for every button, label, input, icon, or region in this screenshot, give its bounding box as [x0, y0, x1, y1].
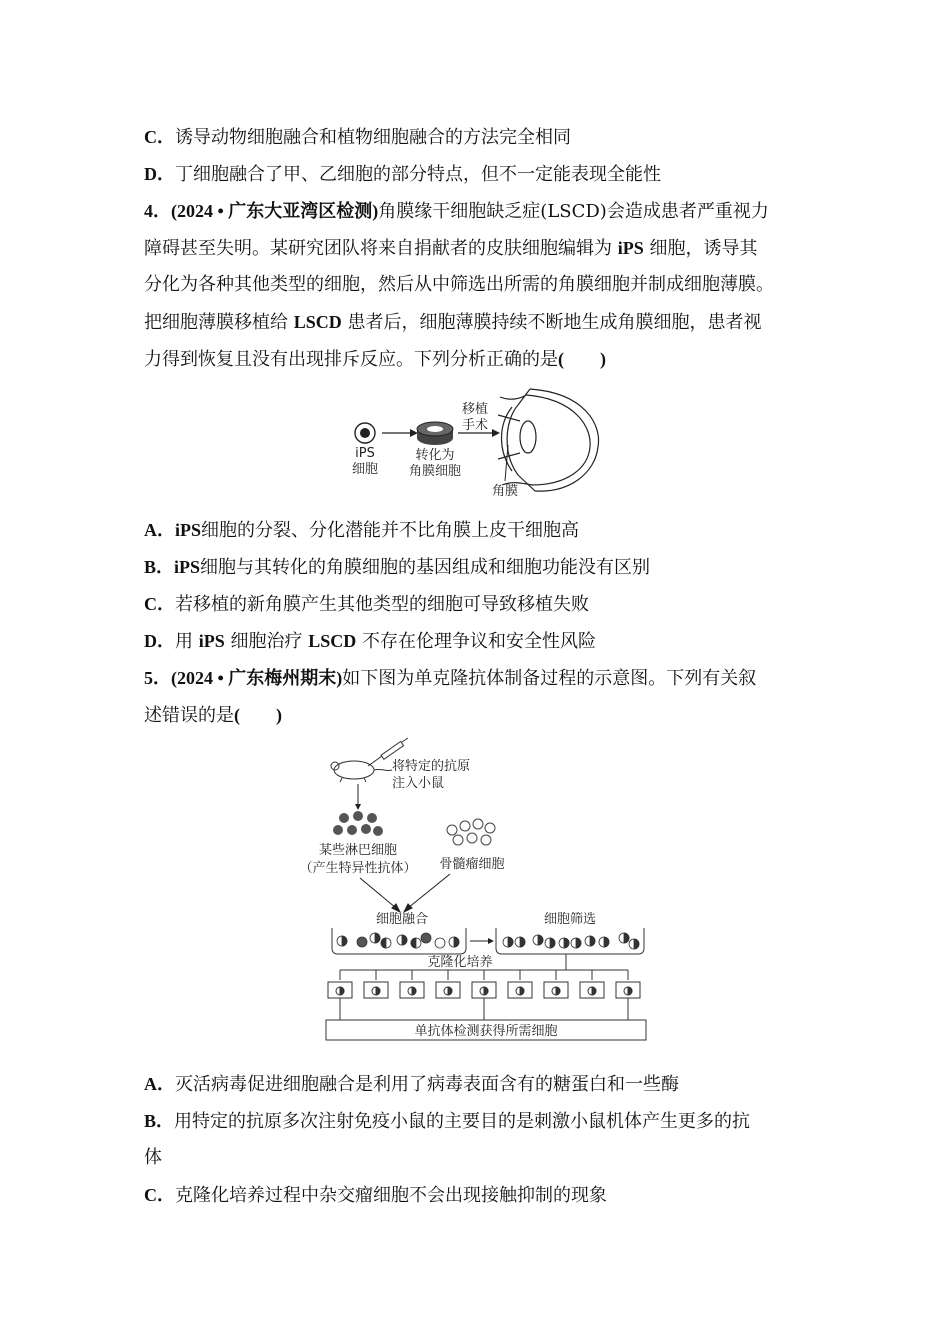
- myeloma-label: 骨髓瘤细胞: [439, 857, 505, 872]
- arrow-icon: [360, 874, 450, 912]
- question-4-stem-line1: [144, 199, 769, 224]
- option-label: A．: [144, 1074, 175, 1094]
- question-number: 5．: [144, 668, 171, 688]
- ips-term: iPS: [617, 238, 644, 258]
- clone-label: 克隆化培养: [427, 955, 493, 970]
- detect-arrows: [340, 998, 628, 1020]
- option-d-q3: [144, 162, 661, 187]
- answer-blank: ( ): [558, 349, 606, 369]
- lymphocyte-cluster: [333, 811, 383, 836]
- lscd-term: LSCD: [293, 312, 342, 332]
- question-4-stem-line5: [144, 347, 606, 372]
- option-label: D．: [144, 631, 175, 651]
- stem-text: 障碍甚至失明。某研究团队将来自捐献者的皮肤细胞编辑为: [144, 238, 618, 259]
- question-number: 4．: [144, 201, 171, 221]
- eye-icon: [498, 389, 599, 491]
- option-label: C．: [144, 127, 175, 147]
- screened-cells: [503, 933, 639, 949]
- ips-cell-icon: [355, 423, 375, 443]
- option-a-q4: [144, 518, 579, 543]
- lymphocyte-label-1: 某些淋巴细胞: [318, 843, 398, 858]
- surgery-label-2: 手术: [461, 418, 489, 433]
- mouse-icon: [331, 761, 392, 782]
- arrow-icon: [382, 429, 418, 437]
- option-c-q4: [144, 592, 589, 617]
- question-source: (2024 • 广东大亚湾区检测): [171, 201, 379, 221]
- question-4-stem-line3: [144, 273, 774, 297]
- myeloma-cluster: [447, 819, 495, 845]
- stem-text: 细胞，诱导其: [643, 238, 758, 259]
- culture-wells: [328, 970, 640, 998]
- option-text: 丁细胞融合了甲、乙细胞的部分特点，但不一定能表现全能性: [175, 164, 661, 185]
- question-5-stem-line1: [144, 666, 756, 691]
- option-text: 用: [175, 631, 199, 652]
- answer-blank: ( ): [234, 705, 282, 725]
- detect-label: 单抗体检测获得所需细胞: [414, 1024, 558, 1039]
- stem-text: 角膜缘干细胞缺乏症(LSCD)会造成患者严重视力: [378, 201, 769, 222]
- stem-text: 如下图为单克隆抗体制备过程的示意图。下列有关叙: [342, 668, 757, 689]
- option-text: 克隆化培养过程中杂交瘤细胞不会出现接触抑制的现象: [175, 1185, 607, 1206]
- cell-sheet-icon: [417, 422, 453, 445]
- screen-label: 细胞筛选: [543, 912, 597, 927]
- option-b-q5-cont: [144, 1146, 162, 1170]
- option-c-q3: [144, 125, 571, 150]
- question-4-stem-line4: [144, 310, 761, 335]
- ips-term: iPS: [175, 520, 202, 540]
- ips-cornea-figure: [340, 385, 620, 503]
- option-b-q4: [144, 555, 650, 580]
- option-label: B．: [144, 557, 175, 577]
- ips-label-2: 细胞: [351, 462, 379, 477]
- inject-label-2: 注入小鼠: [392, 776, 445, 791]
- lscd-term: LSCD: [308, 631, 357, 651]
- option-text: 灭活病毒促进细胞融合是利用了病毒表面含有的糖蛋白和一些酶: [175, 1074, 679, 1095]
- question-source: (2024 • 广东梅州期末): [171, 668, 343, 688]
- option-d-q4: [144, 629, 596, 654]
- option-text: 诱导动物细胞融合和植物细胞融合的方法完全相同: [175, 127, 571, 148]
- monoclonal-antibody-figure: [299, 740, 660, 1045]
- ips-label-1: iPS: [355, 446, 375, 461]
- option-c-q5: [144, 1183, 607, 1208]
- option-text: 细胞的分裂、分化潜能并不比角膜上皮干细胞高: [201, 520, 580, 541]
- option-text: 若移植的新角膜产生其他类型的细胞可导致移植失败: [175, 594, 589, 615]
- option-text: 体: [144, 1147, 162, 1168]
- fused-cells: [337, 933, 459, 948]
- option-label: D．: [144, 164, 175, 184]
- option-label: B．: [144, 1111, 175, 1131]
- lymphocyte-label-2: （产生特异性抗体）: [299, 861, 417, 876]
- option-label: A．: [144, 520, 175, 540]
- stem-text: 述错误的是: [144, 705, 234, 726]
- convert-label-2: 角膜细胞: [408, 464, 462, 479]
- option-text: 细胞治疗: [224, 631, 309, 652]
- arrow-icon: [470, 938, 494, 944]
- arrow-icon: [355, 784, 361, 810]
- convert-label-1: 转化为: [415, 448, 455, 463]
- option-label: C．: [144, 1185, 175, 1205]
- stem-text: 分化为各种其他类型的细胞，然后从中筛选出所需的角膜细胞并制成细胞薄膜。: [144, 274, 774, 295]
- surgery-label-1: 移植: [461, 402, 489, 417]
- stem-text: 力得到恢复且没有出现排斥反应。下列分析正确的是: [144, 349, 558, 370]
- option-b-q5: [144, 1109, 750, 1134]
- fusion-label: 细胞融合: [375, 912, 429, 927]
- question-5-stem-line2: [144, 703, 282, 728]
- option-text: 用特定的抗原多次注射免疫小鼠的主要目的是刺激小鼠机体产生更多的抗: [174, 1111, 751, 1132]
- option-label: C．: [144, 594, 175, 614]
- cornea-label: 角膜: [491, 484, 519, 499]
- question-4-stem-line2: [144, 236, 757, 261]
- stem-text: 患者后，细胞薄膜持续不断地生成角膜细胞，患者视: [341, 312, 762, 333]
- ips-term: iPS: [174, 557, 201, 577]
- ips-term: iPS: [198, 631, 225, 651]
- option-text: 不存在伦理争议和安全性风险: [356, 631, 596, 652]
- option-a-q5: [144, 1072, 679, 1097]
- stem-text: 把细胞薄膜移植给: [144, 312, 294, 333]
- option-text: 细胞与其转化的角膜细胞的基因组成和细胞功能没有区别: [200, 557, 651, 578]
- inject-label-1: 将特定的抗原: [392, 759, 471, 774]
